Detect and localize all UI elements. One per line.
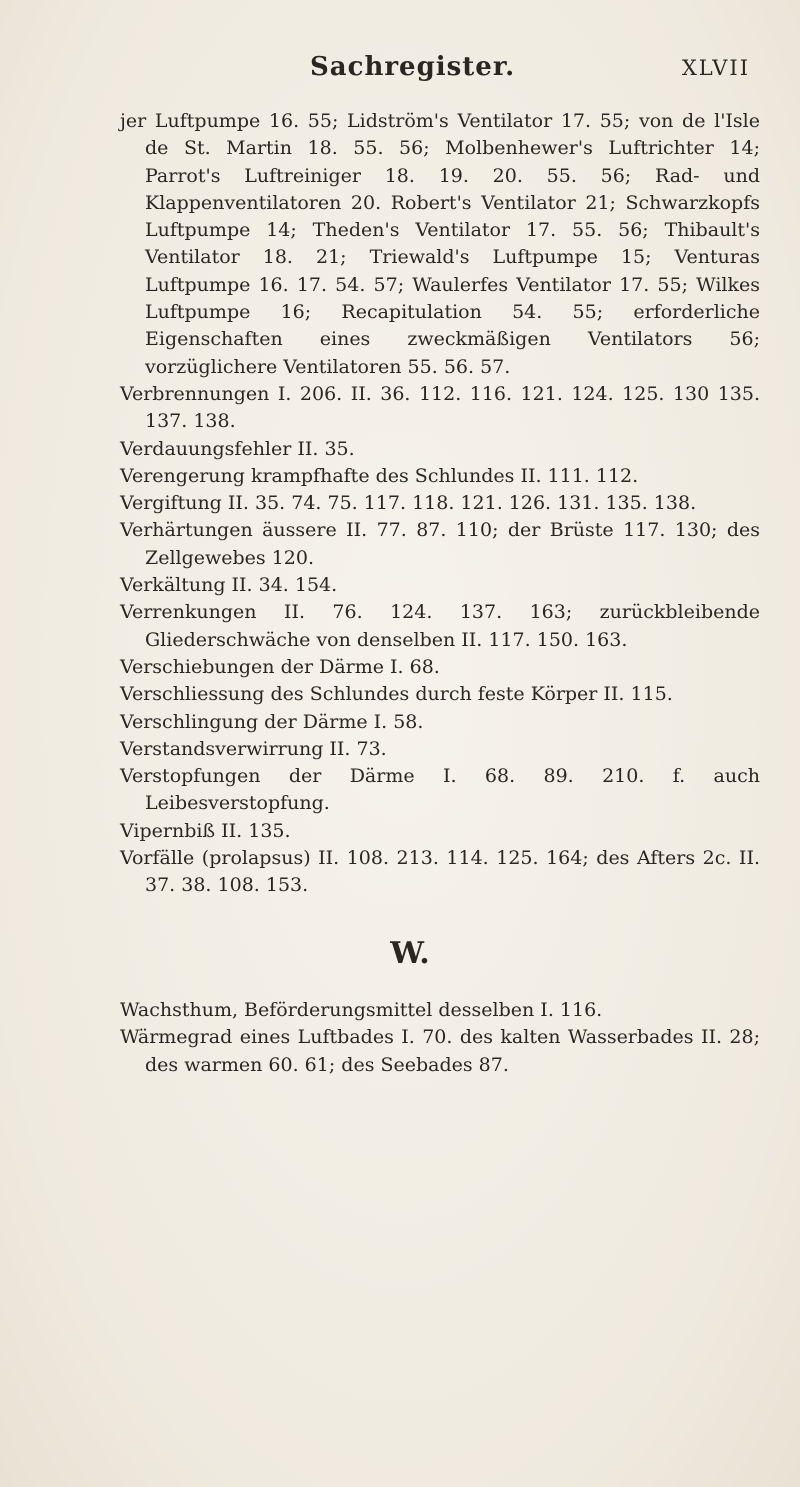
index-entry-verstandsverwirrung: Verstandsverwirrung II. 73. <box>120 737 387 760</box>
index-entry-verhaertungen: Verhärtungen äussere II. 77. 87. 110; der Brüste 117. 130; des Zellgewebes 120. <box>120 519 760 569</box>
index-entry-waermegrad: Wärmegrad eines Luftbades I. 70. des kalten Wasserbades II. 28; des warmen 60. 61; des Seebades 87. <box>120 1026 760 1076</box>
index-entry-verengerung: Verengerung krampfhafte des Schlundes II. 111. 112. <box>120 464 639 487</box>
index-entry-verbrennungen: Verbrennungen I. 206. II. 36. 112. 116. 121. 124. 125. 130 135. 137. 138. <box>120 382 760 433</box>
page-number: XLVII <box>681 56 750 80</box>
index-entry-verstopfungen: Verstopfungen der Därme I. 68. 89. 210. f. auch Leibesverstopfung. <box>120 765 760 815</box>
index-entry-verkaeltung: Verkältung II. 34. 154. <box>120 574 338 597</box>
index-entry-verschlingung: Verschlingung der Därme I. 58. <box>120 710 424 733</box>
running-title: Sachregister. <box>310 52 516 82</box>
index-entry-verrenkungen: Verrenkungen II. 76. 124. 137. 163; zurückbleibende Gliederschwäche von denselben II. 117. 150. 163. <box>120 601 760 651</box>
running-head <box>60 52 750 92</box>
index-entry-verschiebungen: Verschiebungen der Därme I. 68. <box>120 655 440 678</box>
section-letter-w: W. <box>390 935 430 971</box>
index-entry-vergiftung: Vergiftung II. 35. 74. 75. 117. 118. 121. 126. 131. 135. 138. <box>120 492 697 515</box>
index-entry-ventilators: jer Luftpumpe 16. 55; Lidström's Ventilator 17. 55; von de l'Isle de St. Martin 18. 55. 56; Molbenhewer's Luftrichter 14; Parrot's Luftreiniger 18. 19. 20. 55. 56; Rad- und Klappenventilatoren 20. Robert's Ventilator 21; Schwarzkopfs Luftpumpe 14; Theden's Ventilator 17. 55. 56; Thibault's Ventilator 18. 21; Triewald's Luftpumpe 15; Venturas Luftpumpe 16. 17. 54. 57; Waulerfes Ventilator 17. 55; Wilkes Luftpumpe 16; Recapitulation 54. 55; erforderliche Eigenschaften eines zweckmäßigen Ventilators 56; vorzüglichere Ventilatoren 55. 56. 57. <box>120 110 760 378</box>
index-entries <box>120 108 760 1079</box>
index-entry-vipernbiss: Vipernbiß II. 135. <box>120 819 291 842</box>
index-entry-verdauungsfehler: Verdauungsfehler II. 35. <box>120 437 355 460</box>
index-entry-verschliessung: Verschliessung des Schlundes durch feste Körper II. 115. <box>120 683 673 706</box>
index-entry-vorfaelle: Vorfälle (prolapsus) II. 108. 213. 114. 125. 164; des Afters 2c. II. 37. 38. 108. 153. <box>120 847 760 897</box>
index-entry-wachsthum: Wachsthum, Beförderungsmittel desselben I. 116. <box>120 998 603 1021</box>
